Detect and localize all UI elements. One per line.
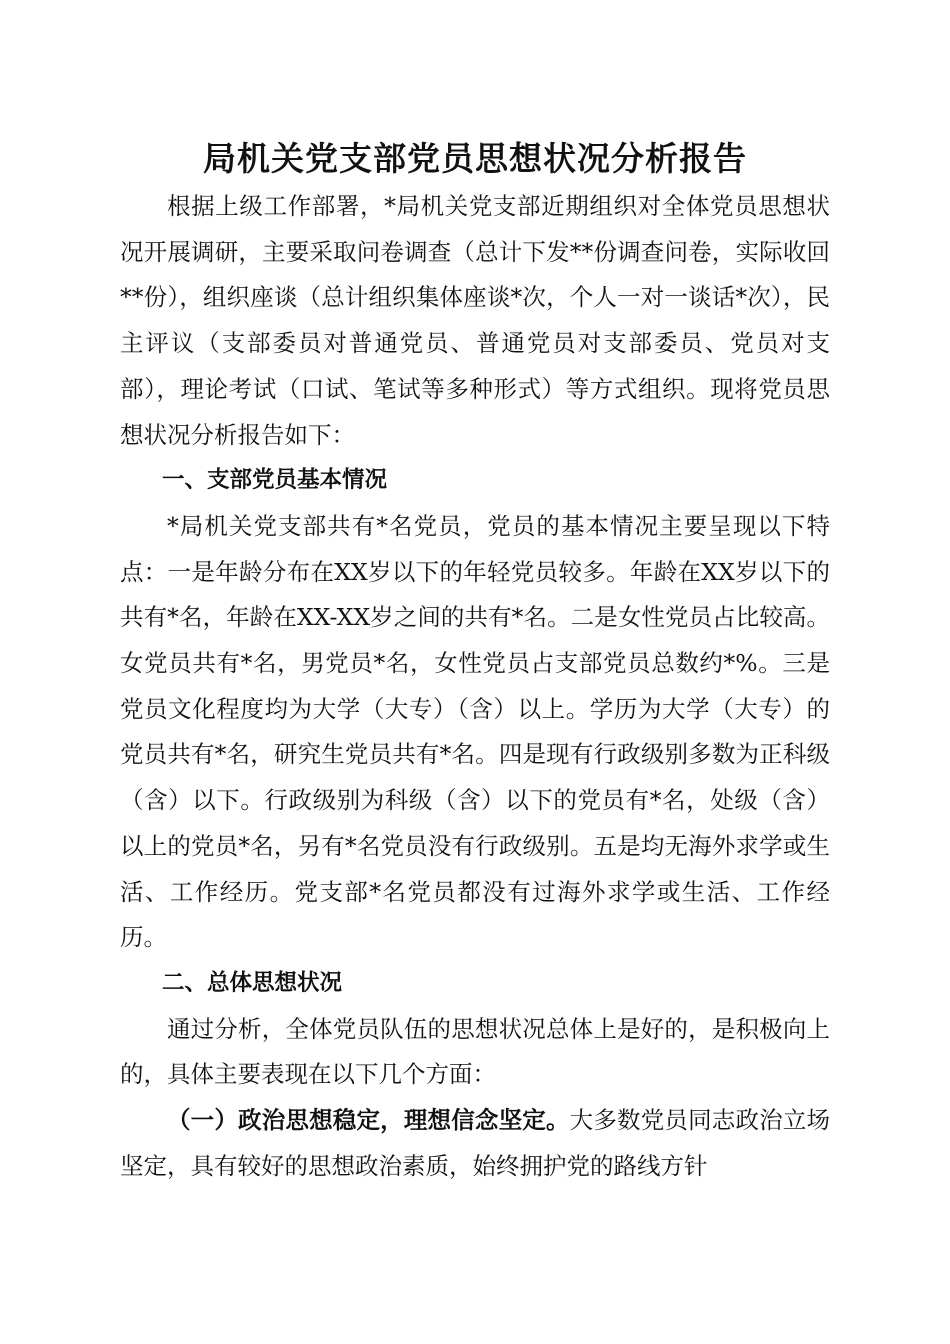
- subsection-body-political: 大多数党员同志政治立场坚定，具有较好的思想政治素质，始终拥护党的路线方针: [120, 1106, 831, 1180]
- section-heading-overall-thought: 二、总体思想状况: [162, 969, 343, 996]
- document-body: [120, 184, 830, 1189]
- section-heading-basic-info: 一、支部党员基本情况: [162, 467, 388, 494]
- subsection-lead-political: （一）政治思想稳定，理想信念坚定。: [167, 1106, 570, 1135]
- intro-paragraph: 根据上级工作部署，*局机关党支部近期组织对全体党员思想状况开展调研，主要采取问卷调查（总计下发**份调查问卷，实际收回**份），组织座谈（总计组织集体座谈*次，个人一对一谈话*次），民主评议（支部委员对普通党员、普通党员对支部委员、党员对支部），理论考试（口试、笔试等多种形式）等方式组织。现将党员思想状况分析报告如下：: [120, 192, 830, 449]
- document-title: 局机关党支部党员思想状况分析报告: [203, 139, 747, 178]
- subsection-paragraph-political: [120, 1098, 830, 1189]
- overall-thought-paragraph: 通过分析，全体党员队伍的思想状况总体上是好的，是积极向上的，具体主要表现在以下几个方面：: [120, 1014, 830, 1089]
- basic-info-paragraph: *局机关党支部共有*名党员，党员的基本情况主要呈现以下特点：一是年龄分布在XX岁以下的年轻党员较多。年龄在XX岁以下的共有*名，年龄在XX-XX岁之间的共有*名。二是女性党员占比较高。女党员共有*名，男党员*名，女性党员占支部党员总数约*%。三是党员文化程度均为大学（大专）（含）以上。学历为大学（大专）的党员共有*名，研究生党员共有*名。四是现有行政级别多数为正科级（含）以下。行政级别为科级（含）以下的党员有*名，处级（含）以上的党员*名，另有*名党员没有行政级别。五是均无海外求学或生活、工作经历。党支部*名党员都没有过海外求学或生活、工作经历。: [120, 511, 830, 952]
